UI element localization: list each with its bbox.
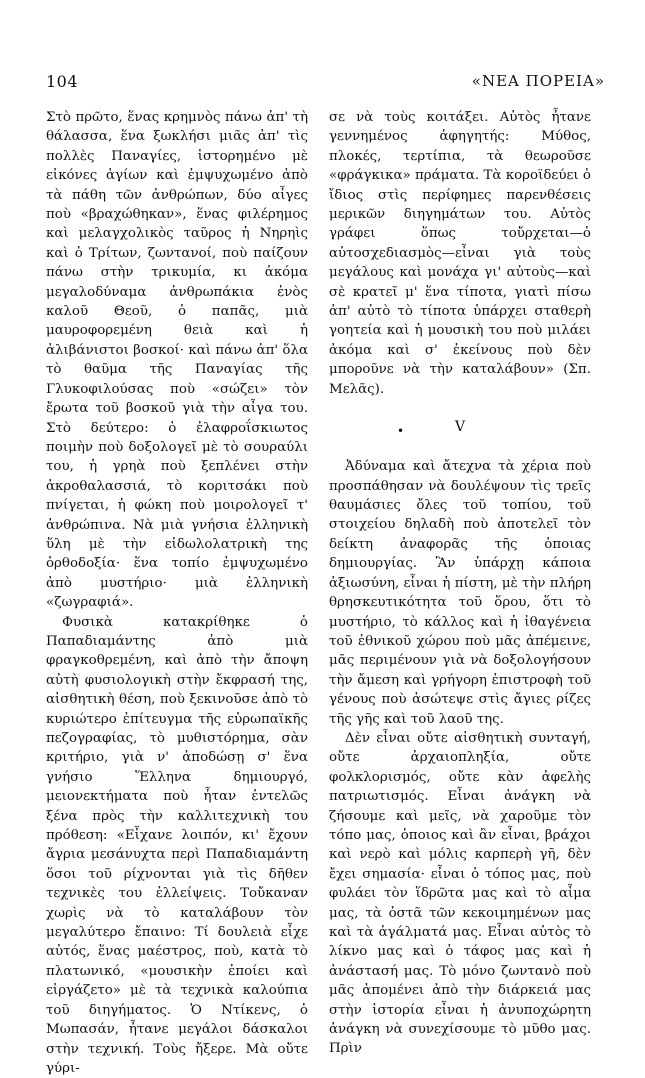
bullet-mark: • — [397, 424, 405, 439]
paragraph-criticism: Φυσικὰ κατακρίθηκε ὁ Παπαδιαμάντης ἀπὸ μιὰ φραγκοθρεμένη, καὶ ἀπὸ τὴν ἄποψη αὐτὴ φυσιολογικὴ στὴν ἔκφρασή της, αἰσθητικὴ θέση, ποὺ ξεκινοῦσε ἀπὸ τὸ κυριώτερο ἐπίτευγμα τῆς εὐρωπαϊκῆς πεζογραφίας, τὸ μυθιστόρημα, σὰν κριτήριο, γιὰ ν' ἀποδώσῃ σ' ἕνα γνήσιο Ἕλληνα δημιουργό, μειονεκτήματα ποὺ ἦταν ἐντελῶς ξένα πρὸς τὴν καλλιτεχνικὴ του πρόθεση: «Εἶχανε λοιπόν, κι' ἔχουν ἄγρια μεσάνυχτα περὶ Παπαδιαμάντη ὅσοι τοῦ ρίχνονται γιὰ τὶς δῆθεν τεχνικὲς του ἐλλείψεις. Τοὔκαναν χωρὶς νὰ τὸ καταλάβουν τὸν μεγαλύτερο ἔπαινο: Τί δουλειὰ εἶχε αὐτός, ἕνας μαέστρος, ποὺ, κατὰ τὸ πλατωνικό, «μουσικὴν ἐποίει καὶ εἰργάζετο» μὲ τὰ τεχνικὰ καλούπια τοῦ διηγήματος. Ὁ Ντίκενς, ὁ Μωπασάν, ἦτανε μεγάλοι δάσκαλοι στὴν τεχνική. Τοὺς ἤξερε. Μὰ οὔτε γύρι- — [46, 614, 308, 1076]
left-text-column — [46, 108, 308, 1078]
section-heading — [329, 418, 591, 437]
section-numeral: V — [454, 419, 466, 436]
paragraph-quote-continuation: σε νὰ τοὺς κοιτάξει. Αὐτὸς ἦτανε γεννημένος ἀφηγητής: Μύθος, πλοκές, τερτίπια, τὰ θεωροῦσε «φράγκικα» πράματα. Τὰ κοροϊδεύει ὁ ἴδιος στὶς περίφημες παρενθέσεις μερικῶν διηγημάτων του. Αὐτὸς γράφει ὅπως τοὔρχεται—ὁ αὐτοσχεδιασμὸς—εἶναι γιὰ τοὺς μεγάλους καὶ μονάχα γι' αὐτοὺς—καὶ σὲ κρατεῖ μ' ἕνα τίποτα, γιατὶ πίσω ἀπ' αὐτὸ τὸ τίποτα ὑπάρχει σταθερὴ γοητεία καὶ ἡ μουσικὴ του ποὺ μιλάει ἀκόμα καὶ σ' ἐκείνους ποὺ δὲν μποροῦνε νὰ τὴν καταλάβουν» (Σπ. Μελᾶς). — [329, 110, 591, 397]
right-text-column — [329, 108, 591, 1059]
paragraph-homeland: Δὲν εἶναι οὔτε αἰσθητικὴ συνταγή, οὔτε ἀρχαιοπληξία, οὔτε φολκλορισμός, οὔτε κὰν ἀφελὴς πατριωτισμός. Εἶναι ἀνάγκη νὰ ζήσουμε καὶ μεῖς, νὰ χαροῦμε τὸν τόπο μας, ὁποιος καὶ ἂν εἶναι, βράχοι καὶ νερὸ καὶ μόλις καρπερὴ γῆ, δὲν ἔχει σημασία· εἶναι ὁ τόπος μας, ποὺ φυλάει τὸν ἵδρῶτα μας καὶ τὸ αἷμα μας, τὰ ὀστᾶ τῶν κεκοιμημένων μας καὶ τὰ ἀγάλματά μας. Εἶναι αὐτὸς τὸ λίκνο μας καὶ ὁ τάφος μας καὶ ἡ ἀνάστασή μας. Τὸ μόνο ζωντανὸ ποὺ μᾶς ἀπομένει ἀπὸ τὴν διάρκειά μας στὴν ἱστορία εἶναι ἡ ἀνυποχώρητη ἀνάγκη νὰ συνεχίσουμε τὸ μῦθο μας. Πρὶν — [329, 730, 591, 1057]
page-number: 104 — [46, 72, 79, 91]
paragraph-landscape-description: Στὸ πρῶτο, ἕνας κρημνὸς πάνω ἀπ' τὴ θάλασσα, ἕνα ξωκλήσι μιᾶς ἀπ' τὶς πολλὲς Παναγίες, ἱστορημένο μὲ εἰκόνες ἁγίων καὶ ἐμψυχωμένο ἀπὸ τὰ πάθη τῶν ἀνθρώπων, δύο αἶγες ποὺ «βραχώθηκαν», ἕνας φιλέρημος καὶ μελαγχολικὸς ταῦρος ἡ Νηρηὶς καὶ ὁ Τρίτων, ζωντανοί, ποὺ παίζουν πάνω στὴν τρικυμία, κι ἀκόμα μεγαλοδύναμα ἀνθρωπάκια ἑνὸς καλοῦ Θεοῦ, ὁ παπᾶς, μιὰ μαυροφορεμένη θειὰ καὶ ἡ ἀλιβάνιστοι βοσκοί· καὶ πάνω ἀπ' ὅλα τὸ θαῦμα τῆς Παναγίας τῆς Γλυκοφιλούσας ποὺ «σώζει» τὸν ἔρωτα τοῦ βοσκοῦ γιὰ τὴν αἶγα του. Στὸ δεύτερο: ὁ ἐλαφροΐσκιωτος ποιμὴν ποὺ δοξολογεῖ μὲ τὸ σουραύλι του, ἡ γρηὰ ποὺ ξεπλένει στὴν ἀκροθαλασσιά, τὸ κοριτσάκι ποὺ πνίγεται, ἡ φώκη ποὺ μοιρολογεῖ τ' ἀνθρώπινα. Νὰ μιὰ γνήσια ἑλληνικὴ ὕλη μὲ τὴν εἰδωλολατρικὴ της ὀρθοδοξία· ἕνα τοπίο ἐμψυχωμένο ἀπὸ μυστήριο· μιὰ ἑλληνικὴ «ζωγραφιά». — [46, 110, 308, 611]
running-head-title: «ΝΕΑ ΠΟΡΕΙΑ» — [471, 72, 605, 90]
paragraph-section-five-intro: Ἀδύναμα καὶ ἄτεχνα τὰ χέρια ποὺ προσπάθησαν νὰ δουλέψουν τὶς τρεῖς θαυμάσιες ὄλες τοῦ τοπίου, τοῦ στοιχείου δηλαδὴ ποὺ ἀποτελεῖ τὸν δείκτη ἀναφορᾶς τῆς ὁποιας δημιουργίας. Ἂν ὑπάρχῃ κάποια ἀξιωσύνη, εἶναι ἡ πίστη, μὲ τὴν πλήρη θρησκευτικότητα τοῦ ὅρου, ὅτι τὸ μυστήριο, τὸ κάλλος καὶ ἡ ἰθαγένεια τοῦ ἐθνικοῦ χώρου ποὺ μᾶς ἀπέμεινε, μᾶς περιμένουν γιὰ νὰ δοξολογήσουν τὴν ἄμεση καὶ γρήγορη ἐπιστροφὴ τοῦ γένους ποὺ ἀσώτεψε στὶς ἄγιες ρίζες τῆς γῆς καὶ τοῦ λαοῦ της. — [329, 459, 592, 727]
